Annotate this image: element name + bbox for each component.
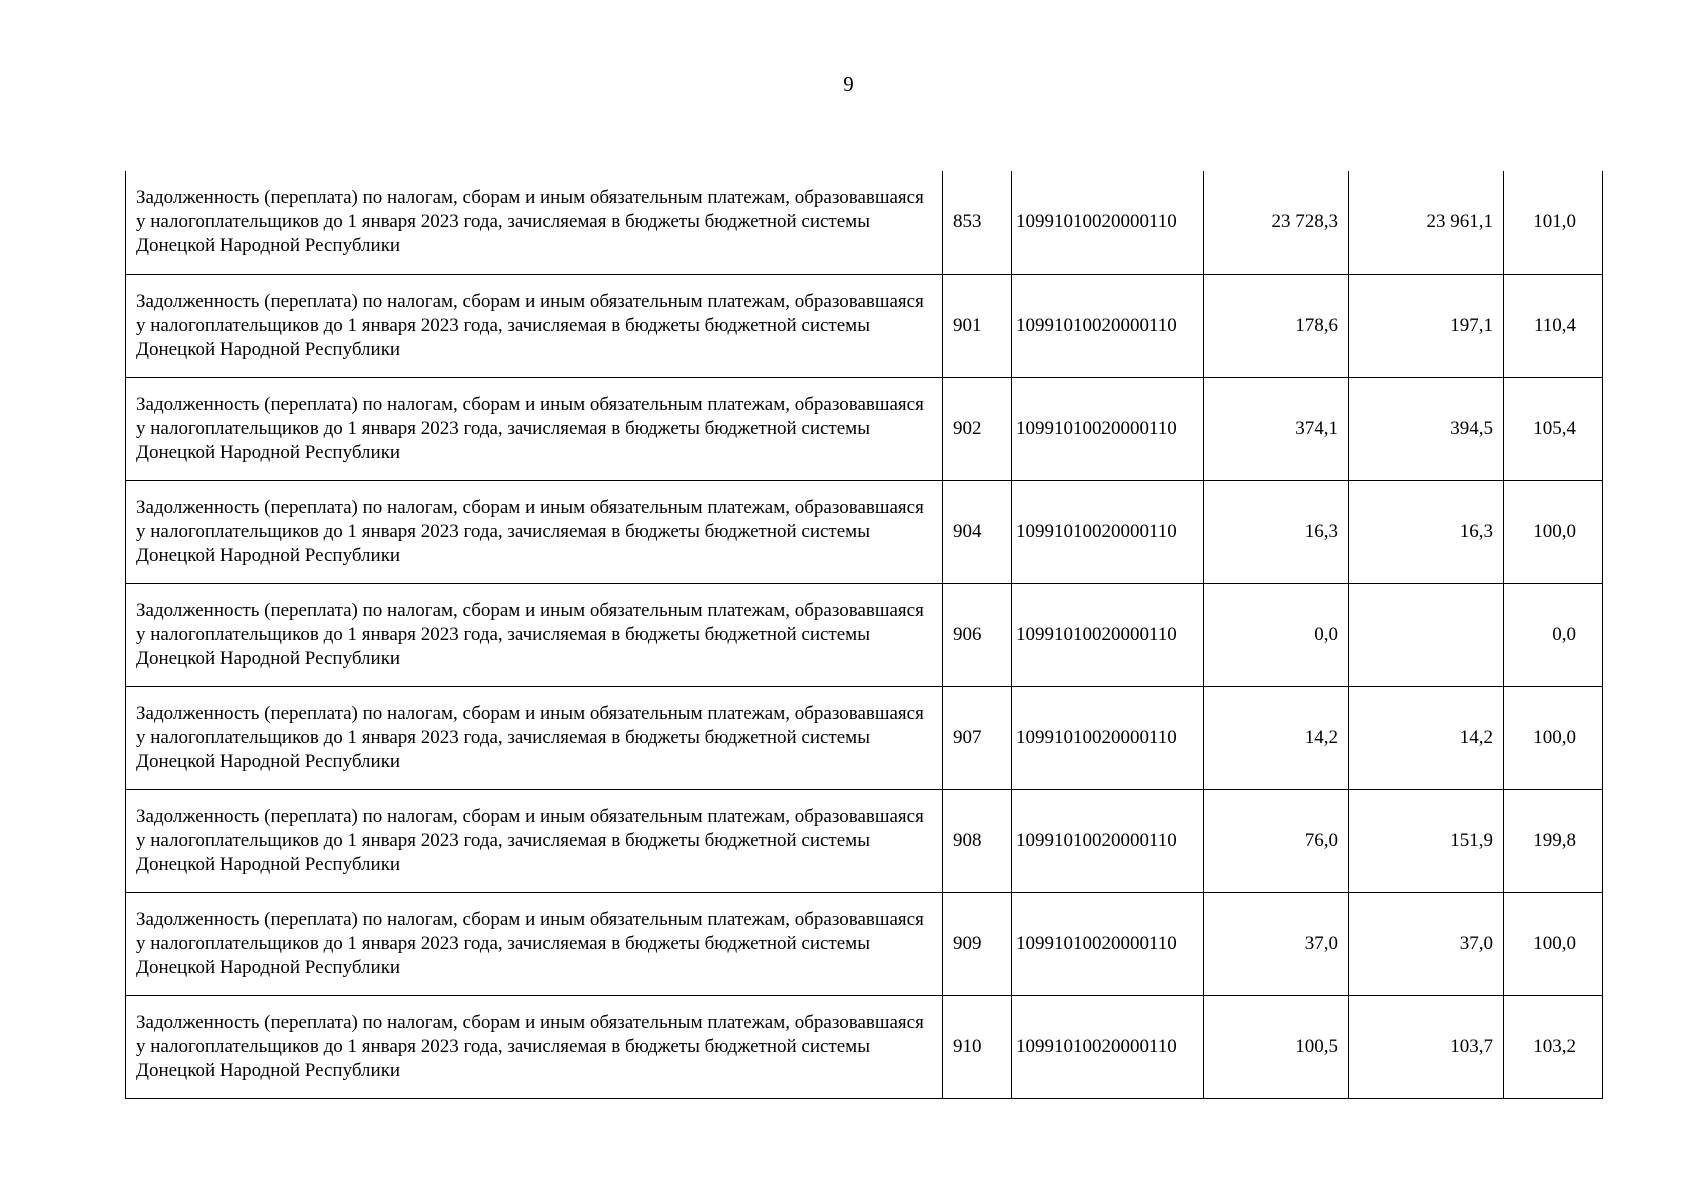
table-row [126, 480, 1603, 583]
row-fact [1349, 583, 1504, 686]
table-row [126, 583, 1603, 686]
row-plan: 16,3 [1204, 480, 1349, 583]
row-description: Задолженность (переплата) по налогам, сборам и иным обязательным платежам, образовавшаяся у налогоплательщиков до 1 января 2023 года, зачисляемая в бюджеты бюджетной системы Донецкой Народной Республики [126, 892, 943, 995]
row-plan: 0,0 [1204, 583, 1349, 686]
page-number: 9 [843, 72, 854, 96]
table-row [126, 377, 1603, 480]
row-plan: 14,2 [1204, 686, 1349, 789]
row-kbk: 10991010020000110 [1012, 377, 1204, 480]
row-fact: 16,3 [1349, 480, 1504, 583]
row-percent: 105,4 [1504, 377, 1603, 480]
row-description: Задолженность (переплата) по налогам, сборам и иным обязательным платежам, образовавшаяся у налогоплательщиков до 1 января 2023 года, зачисляемая в бюджеты бюджетной системы Донецкой Народной Республики [126, 377, 943, 480]
row-fact: 197,1 [1349, 274, 1504, 377]
row-admin-code: 901 [943, 274, 1012, 377]
row-fact: 37,0 [1349, 892, 1504, 995]
row-percent: 110,4 [1504, 274, 1603, 377]
row-description: Задолженность (переплата) по налогам, сборам и иным обязательным платежам, образовавшаяся у налогоплательщиков до 1 января 2023 года, зачисляемая в бюджеты бюджетной системы Донецкой Народной Республики [126, 789, 943, 892]
row-fact: 151,9 [1349, 789, 1504, 892]
row-kbk: 10991010020000110 [1012, 274, 1204, 377]
row-description: Задолженность (переплата) по налогам, сборам и иным обязательным платежам, образовавшаяся у налогоплательщиков до 1 января 2023 года, зачисляемая в бюджеты бюджетной системы Донецкой Народной Республики [126, 274, 943, 377]
row-fact: 394,5 [1349, 377, 1504, 480]
row-kbk: 10991010020000110 [1012, 686, 1204, 789]
row-admin-code: 906 [943, 583, 1012, 686]
row-kbk: 10991010020000110 [1012, 480, 1204, 583]
row-admin-code: 902 [943, 377, 1012, 480]
revenue-table [125, 171, 1603, 1099]
row-percent: 199,8 [1504, 789, 1603, 892]
row-percent: 100,0 [1504, 686, 1603, 789]
table-row [126, 789, 1603, 892]
row-admin-code: 904 [943, 480, 1012, 583]
row-plan: 76,0 [1204, 789, 1349, 892]
row-fact: 14,2 [1349, 686, 1504, 789]
row-description: Задолженность (переплата) по налогам, сборам и иным обязательным платежам, образовавшаяся у налогоплательщиков до 1 января 2023 года, зачисляемая в бюджеты бюджетной системы Донецкой Народной Республики [126, 583, 943, 686]
row-plan: 100,5 [1204, 995, 1349, 1098]
row-percent: 0,0 [1504, 583, 1603, 686]
table-row [126, 171, 1603, 274]
row-percent: 100,0 [1504, 480, 1603, 583]
table-row [126, 995, 1603, 1098]
table-row [126, 686, 1603, 789]
row-percent: 100,0 [1504, 892, 1603, 995]
row-plan: 178,6 [1204, 274, 1349, 377]
row-plan: 374,1 [1204, 377, 1349, 480]
row-kbk: 10991010020000110 [1012, 171, 1204, 274]
row-description: Задолженность (переплата) по налогам, сборам и иным обязательным платежам, образовавшаяся у налогоплательщиков до 1 января 2023 года, зачисляемая в бюджеты бюджетной системы Донецкой Народной Республики [126, 995, 943, 1098]
row-description: Задолженность (переплата) по налогам, сборам и иным обязательным платежам, образовавшаяся у налогоплательщиков до 1 января 2023 года, зачисляемая в бюджеты бюджетной системы Донецкой Народной Республики [126, 171, 943, 274]
row-kbk: 10991010020000110 [1012, 583, 1204, 686]
row-admin-code: 909 [943, 892, 1012, 995]
row-admin-code: 853 [943, 171, 1012, 274]
row-kbk: 10991010020000110 [1012, 789, 1204, 892]
row-percent: 103,2 [1504, 995, 1603, 1098]
row-admin-code: 908 [943, 789, 1012, 892]
row-plan: 23 728,3 [1204, 171, 1349, 274]
row-fact: 23 961,1 [1349, 171, 1504, 274]
row-fact: 103,7 [1349, 995, 1504, 1098]
row-percent: 101,0 [1504, 171, 1603, 274]
row-kbk: 10991010020000110 [1012, 892, 1204, 995]
row-kbk: 10991010020000110 [1012, 995, 1204, 1098]
row-admin-code: 910 [943, 995, 1012, 1098]
table-row [126, 892, 1603, 995]
table-row [126, 274, 1603, 377]
row-admin-code: 907 [943, 686, 1012, 789]
row-plan: 37,0 [1204, 892, 1349, 995]
row-description: Задолженность (переплата) по налогам, сборам и иным обязательным платежам, образовавшаяся у налогоплательщиков до 1 января 2023 года, зачисляемая в бюджеты бюджетной системы Донецкой Народной Республики [126, 686, 943, 789]
row-description: Задолженность (переплата) по налогам, сборам и иным обязательным платежам, образовавшаяся у налогоплательщиков до 1 января 2023 года, зачисляемая в бюджеты бюджетной системы Донецкой Народной Республики [126, 480, 943, 583]
